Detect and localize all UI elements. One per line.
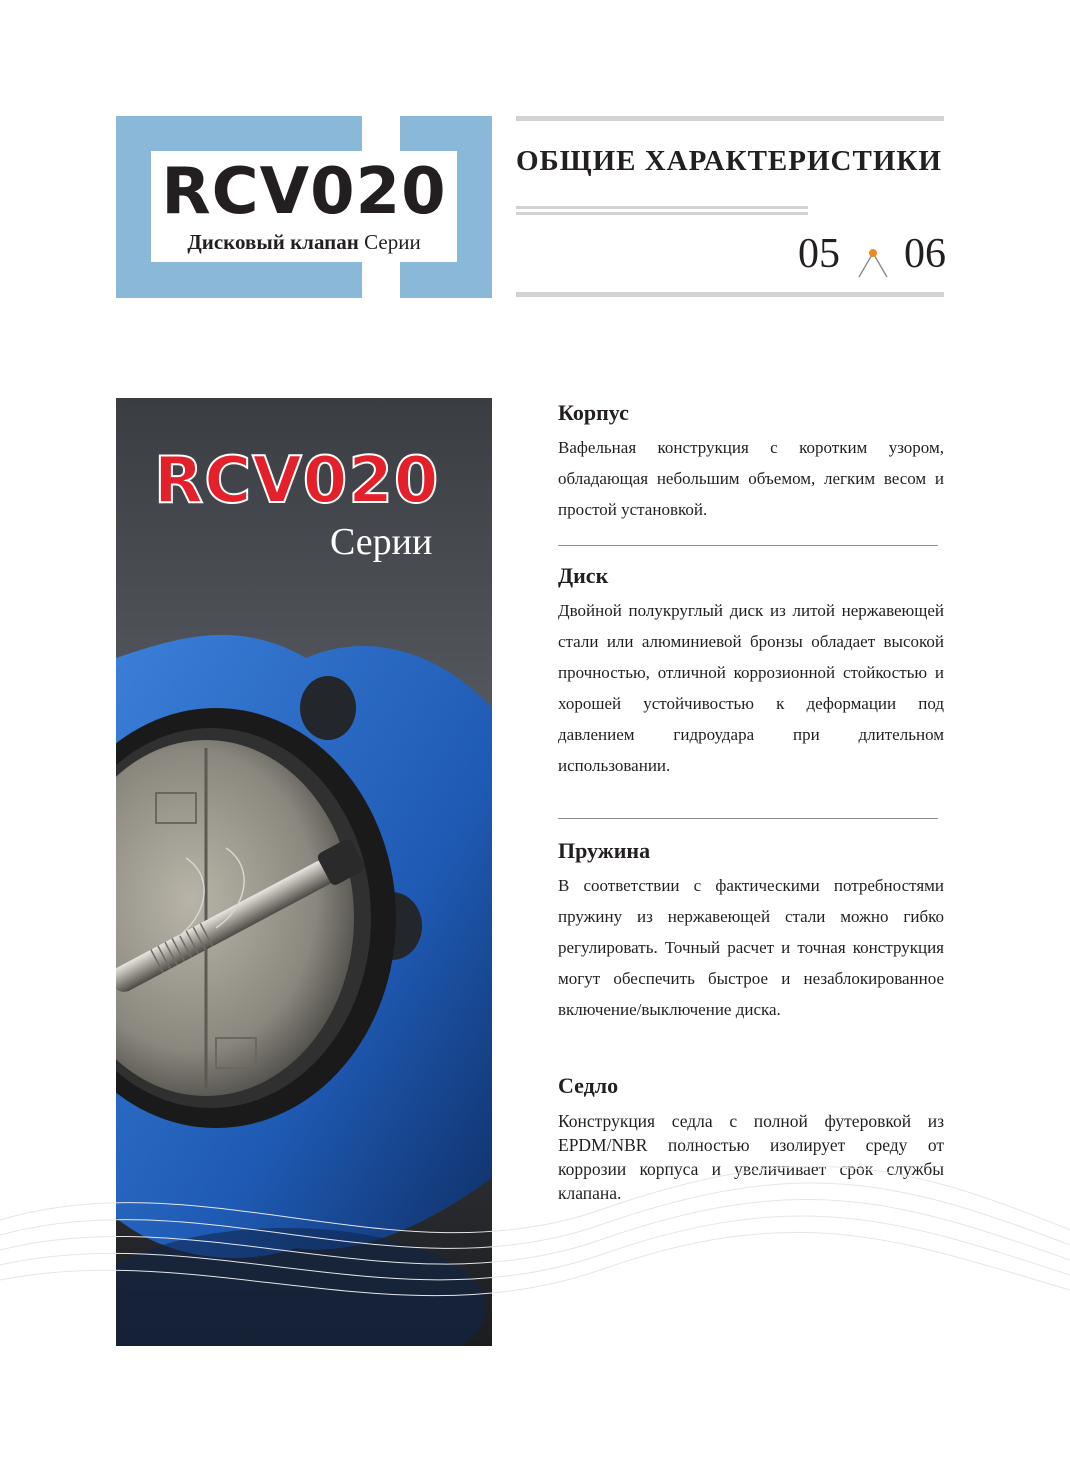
features (558, 400, 944, 525)
header-mid-rule-1 (516, 206, 808, 209)
feature-text-spring: В соответствии с фактическими потребностями пружину из нержавеющей стали можно гибко регулировать. Точный расчет и точная конструкция могут обеспечить быстрое и незаблокированное включение/выключение диска. (558, 876, 944, 1019)
header-top-rule (516, 116, 944, 121)
feature-title-body: Корпус (558, 400, 629, 425)
feature-title-disc: Диск (558, 563, 609, 588)
feature-spring (558, 838, 944, 1025)
valve-illustration (116, 618, 492, 1346)
page-separator-icon (856, 245, 890, 279)
logo-model: RCV020 (161, 155, 447, 229)
logo-frame-notch-top (362, 116, 400, 152)
logo-subtitle-rest: Серии (364, 230, 421, 254)
feature-divider-1 (558, 545, 938, 546)
feature-title-seat: Седло (558, 1073, 619, 1098)
logo-box (151, 151, 457, 262)
photo-model-title: RCV020 (154, 444, 440, 518)
photo-series-label: Серии (330, 521, 433, 563)
logo-subtitle-bold: Дисковый клапан (187, 230, 359, 254)
feature-text-body: Вафельная конструкция с коротким узором, обладающая небольшим объемом, легким весом и простой установкой. (558, 438, 944, 519)
feature-text-seat: Конструкция седла с полной футеровкой из EPDM/NBR полностью изолирует среду от коррозии корпуса и увеличивает срок службы клапана. (558, 1111, 944, 1203)
page-number-right: 06 (904, 231, 946, 277)
section-title: ОБЩИЕ ХАРАКТЕРИСТИКИ (516, 145, 942, 177)
feature-disc (558, 563, 944, 781)
header-bottom-rule (516, 292, 944, 297)
header-mid-rule-2 (516, 212, 808, 215)
page-numbers (798, 229, 948, 279)
feature-seat (558, 1073, 944, 1205)
logo-subtitle (151, 229, 457, 255)
page-number-left: 05 (798, 231, 840, 277)
product-photo (116, 398, 492, 1346)
feature-title-spring: Пружина (558, 838, 651, 863)
feature-divider-2 (558, 818, 938, 819)
feature-text-disc: Двойной полукруглый диск из литой нержавеющей стали или алюминиевой бронзы обладает высокой прочностью, отличной коррозионной стойкостью и хорошей устойчивостью к деформации под давлением гидроудара при длительном использовании. (558, 601, 944, 775)
logo-frame-notch-bottom (362, 262, 400, 298)
